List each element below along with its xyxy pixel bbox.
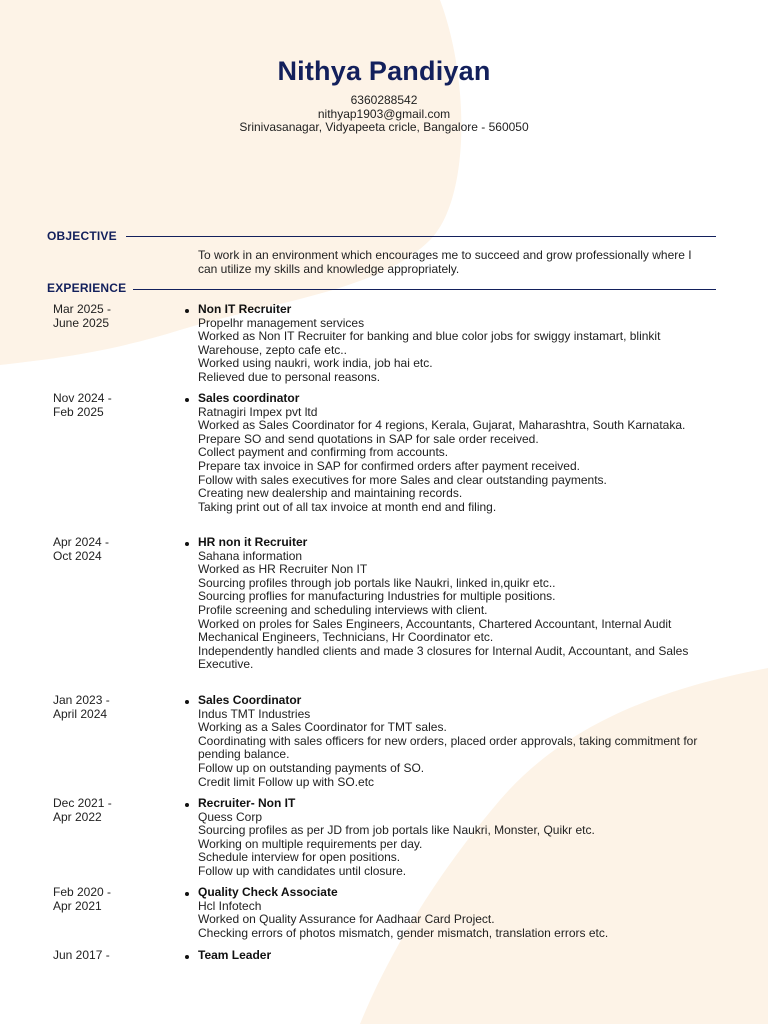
experience-entry bbox=[198, 303, 718, 385]
contact-info bbox=[0, 94, 768, 135]
job-detail: Follow up with candidates until closure. bbox=[198, 863, 407, 878]
job-detail: Credit limit Follow up with SO.etc bbox=[198, 774, 375, 789]
job-role: Sales Coordinator bbox=[198, 694, 718, 708]
job-detail: Sourcing profiles as per JD from job portals like Naukri, Monster, Quikr etc. bbox=[198, 823, 595, 838]
job-detail: Worked on Quality Assurance for Aadhaar Card Project. bbox=[198, 912, 495, 927]
job-role: Quality Check Associate bbox=[198, 886, 718, 900]
job-detail: Prepare SO and send quotations in SAP for sale order received. bbox=[198, 431, 539, 446]
experience-entry bbox=[198, 536, 718, 672]
objective-heading: OBJECTIVE bbox=[47, 229, 117, 243]
experience-divider bbox=[133, 289, 716, 290]
email-address: nithyap1903@gmail.com bbox=[317, 106, 451, 121]
company-name: Ratnagiri Impex pvt ltd bbox=[198, 404, 318, 419]
experience-entry bbox=[198, 392, 718, 514]
experience-date: Feb 2020 - Apr 2021 bbox=[53, 885, 112, 913]
job-detail: Checking errors of photos mismatch, gender mismatch, translation errors etc. bbox=[198, 925, 609, 940]
job-role: Sales coordinator bbox=[198, 392, 718, 406]
job-detail: Follow up on outstanding payments of SO. bbox=[198, 760, 425, 775]
experience-date: Mar 2025 - June 2025 bbox=[53, 302, 112, 330]
candidate-name: Nithya Pandiyan bbox=[277, 56, 491, 86]
job-role: Recruiter- Non IT bbox=[198, 797, 718, 811]
job-detail: Relieved due to personal reasons. bbox=[198, 369, 381, 384]
job-role: HR non it Recruiter bbox=[198, 536, 718, 550]
job-detail: Prepare tax invoice in SAP for confirmed orders after payment received. bbox=[198, 458, 580, 473]
job-detail: Working as a Sales Coordinator for TMT sales. bbox=[198, 720, 447, 735]
job-detail: Worked as HR Recruiter Non IT bbox=[198, 562, 368, 577]
job-detail: Working on multiple requirements per day. bbox=[198, 836, 423, 851]
company-name: Propelhr management services bbox=[198, 315, 365, 330]
job-detail: Schedule interview for open positions. bbox=[198, 850, 401, 865]
job-detail: Taking print out of all tax invoice at month end and filing. bbox=[198, 499, 497, 514]
experience-entry bbox=[198, 886, 718, 940]
job-role: Team Leader bbox=[198, 949, 718, 963]
experience-entry bbox=[198, 949, 718, 963]
experience-entry bbox=[198, 797, 718, 879]
objective-text: To work in an environment which encourages me to succeed and grow professionally where I can utilize my skills and knowledge appropriately. bbox=[198, 248, 692, 276]
postal-address: Srinivasanagar, Vidyapeeta cricle, Bangalore - 560050 bbox=[239, 120, 529, 135]
job-detail: Worked on proles for Sales Engineers, Accountants, Chartered Accountant, Internal Audit Mechanical Engineers, Technicians, Hr Coordinator etc. bbox=[198, 616, 672, 645]
experience-entry bbox=[198, 694, 718, 789]
phone-number: 6360288542 bbox=[350, 93, 418, 107]
job-role: Non IT Recruiter bbox=[198, 303, 718, 317]
job-detail: Worked as Non IT Recruiter for banking and blue color jobs for swiggy instamart, blinkit Warehouse, zepto cafe etc.. bbox=[198, 329, 661, 357]
experience-date: Apr 2024 - Oct 2024 bbox=[53, 535, 110, 563]
job-detail: Collect payment and confirming from accounts. bbox=[198, 445, 449, 460]
company-name: Indus TMT Industries bbox=[198, 706, 311, 721]
job-detail: Profile screening and scheduling interviews with client. bbox=[198, 602, 488, 617]
objective-divider bbox=[126, 236, 716, 237]
company-name: Sahana information bbox=[198, 548, 303, 563]
job-detail: Independently handled clients and made 3 closures for Internal Audit, Accountant, and Sales Executive. bbox=[198, 643, 689, 672]
job-detail: Coordinating with sales officers for new orders, placed order approvals, taking commitment for pending balance. bbox=[198, 733, 698, 762]
experience-date: Jun 2017 - bbox=[53, 948, 110, 962]
company-name: Hcl Infotech bbox=[198, 898, 262, 913]
experience-date: Jan 2023 - April 2024 bbox=[53, 693, 110, 721]
job-detail: Sourcing profiles through job portals like Naukri, linked in,quikr etc.. bbox=[198, 575, 556, 590]
experience-heading: EXPERIENCE bbox=[47, 281, 127, 295]
job-detail: Follow with sales executives for more Sales and clear outstanding payments. bbox=[198, 472, 607, 487]
experience-date: Nov 2024 - Feb 2025 bbox=[53, 391, 112, 419]
job-detail: Worked using naukri, work india, job hai etc. bbox=[198, 356, 433, 371]
job-detail: Sourcing proflies for manufacturing Industries for multiple positions. bbox=[198, 589, 556, 604]
job-detail: Creating new dealership and maintaining records. bbox=[198, 486, 463, 501]
job-detail: Worked as Sales Coordinator for 4 regions, Kerala, Gujarat, Maharashtra, South Karnataka. bbox=[198, 418, 686, 433]
experience-date: Dec 2021 - Apr 2022 bbox=[53, 796, 112, 824]
company-name: Quess Corp bbox=[198, 809, 263, 824]
